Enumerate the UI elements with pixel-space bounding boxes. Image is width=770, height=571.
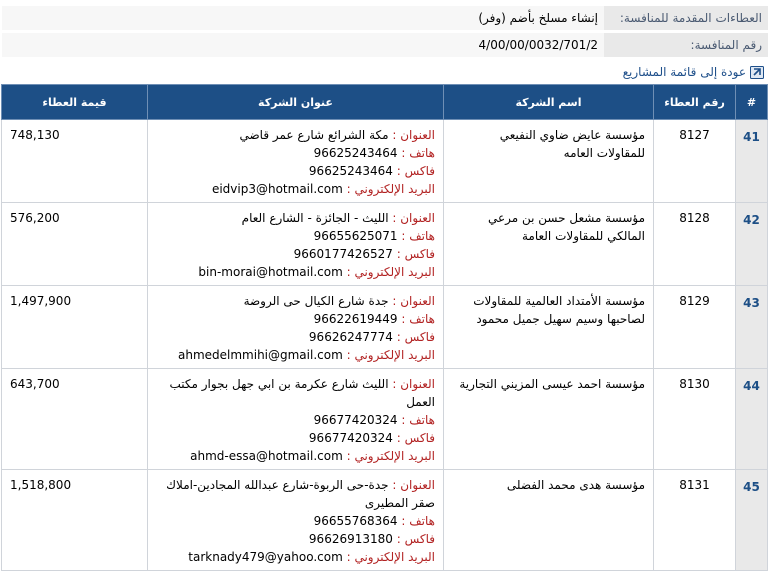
bid-number: 8130: [654, 369, 736, 470]
back-to-projects-link[interactable]: [6, 62, 764, 82]
row-index: 44: [736, 369, 768, 470]
table-row: [2, 470, 768, 571]
email-value: bin-morai@hotmail.com: [198, 265, 343, 279]
phone-value: 96622619449: [313, 312, 398, 326]
address-line: [156, 476, 435, 512]
table-row: [2, 369, 768, 470]
header-company-name: اسم الشركة: [444, 85, 654, 120]
bid-number: 8127: [654, 120, 736, 203]
fax-value: 96677420324: [308, 431, 393, 445]
fax-value: 96626913180: [308, 532, 393, 546]
company-address: [148, 369, 444, 470]
tender-title-label: العطاءات المقدمة للمنافسة:: [604, 6, 768, 30]
email-line: [156, 346, 435, 364]
fax-key: فاكس :: [396, 330, 435, 344]
fax-key: فاكس :: [396, 532, 435, 546]
company-name: مؤسسة هدى محمد الفضلى: [444, 470, 654, 571]
address-value: مكة الشرائع شارع عمر قاضي: [239, 128, 389, 142]
address-line: [156, 292, 435, 310]
phone-value: 96677420324: [313, 413, 398, 427]
bids-table: [1, 84, 768, 571]
tender-number-value: 4/00/00/0032/701/2: [2, 33, 604, 57]
company-name: مؤسسة الأمتداد العالمية للمقاولات لصاحبها وسيم سهيل جميل محمود: [444, 286, 654, 369]
company-address: [148, 286, 444, 369]
tender-number-label: رقم المنافسة:: [604, 33, 768, 57]
fax-line: [156, 429, 435, 447]
company-address: [148, 470, 444, 571]
fax-line: [156, 162, 435, 180]
email-key: البريد الإلكتروني :: [346, 265, 435, 279]
bid-value: 643,700: [2, 369, 148, 470]
company-name: مؤسسة عايض ضاوي النفيعي للمقاولات العامه: [444, 120, 654, 203]
page: [0, 3, 770, 564]
row-index: 45: [736, 470, 768, 571]
address-line: [156, 375, 435, 411]
email-line: [156, 548, 435, 566]
company-address: [148, 120, 444, 203]
fax-value: 96626247774: [308, 330, 393, 344]
bids-header-row: [2, 85, 768, 120]
phone-line: [156, 310, 435, 328]
fax-key: فاكس :: [396, 247, 435, 261]
address-value: جدة شارع الكيال حى الروضة: [243, 294, 389, 308]
fax-line: [156, 530, 435, 548]
tender-number-row: [2, 33, 768, 57]
phone-value: 96655625071: [313, 229, 398, 243]
row-index: 43: [736, 286, 768, 369]
address-line: [156, 209, 435, 227]
email-line: [156, 447, 435, 465]
address-key: العنوان :: [392, 211, 435, 225]
address-key: العنوان :: [392, 377, 435, 391]
email-value: tarknady479@yahoo.com: [188, 550, 343, 564]
email-value: eidvip3@hotmail.com: [211, 182, 343, 196]
phone-value: 96655768364: [313, 514, 398, 528]
bid-value: 576,200: [2, 203, 148, 286]
company-address: [148, 203, 444, 286]
email-key: البريد الإلكتروني :: [346, 550, 435, 564]
address-value: جدة-حى الربوة-شارع عبدالله المجادين-املاك صقر المطيرى: [166, 478, 435, 510]
tender-title-value: إنشاء مسلخ بأضم (وفر): [2, 6, 604, 30]
bid-value: 748,130: [2, 120, 148, 203]
bid-number: 8131: [654, 470, 736, 571]
row-index: 42: [736, 203, 768, 286]
phone-line: [156, 227, 435, 245]
table-row: [2, 203, 768, 286]
header-index: #: [736, 85, 768, 120]
tender-title-row: [2, 6, 768, 30]
bid-value: 1,518,800: [2, 470, 148, 571]
email-key: البريد الإلكتروني :: [346, 348, 435, 362]
email-value: ahmedelmmihi@gmail.com: [177, 348, 343, 362]
address-value: الليث شارع عكرمة بن ابي جهل بجوار مكتب العمل: [169, 377, 435, 409]
header-company-address: عنوان الشركة: [148, 85, 444, 120]
header-bid-value: قيمة العطاء: [2, 85, 148, 120]
bid-number: 8129: [654, 286, 736, 369]
phone-line: [156, 144, 435, 162]
back-link-label: عودة إلى قائمة المشاريع: [622, 65, 746, 79]
address-key: العنوان :: [392, 478, 435, 492]
fax-line: [156, 328, 435, 346]
email-key: البريد الإلكتروني :: [346, 449, 435, 463]
phone-key: هاتف :: [401, 146, 435, 160]
table-row: [2, 286, 768, 369]
company-name: مؤسسة مشعل حسن بن مرعي المالكي للمقاولات العامة: [444, 203, 654, 286]
bid-value: 1,497,900: [2, 286, 148, 369]
back-arrow-icon: [750, 66, 764, 79]
fax-value: 96625243464: [308, 164, 393, 178]
phone-line: [156, 512, 435, 530]
address-key: العنوان :: [392, 294, 435, 308]
company-name: مؤسسة احمد عيسى المزيني التجارية: [444, 369, 654, 470]
phone-value: 96625243464: [313, 146, 398, 160]
email-line: [156, 263, 435, 281]
fax-key: فاكس :: [396, 164, 435, 178]
fax-line: [156, 245, 435, 263]
phone-key: هاتف :: [401, 312, 435, 326]
phone-key: هاتف :: [401, 514, 435, 528]
address-value: الليث - الجائزة - الشارع العام: [241, 211, 389, 225]
phone-key: هاتف :: [401, 229, 435, 243]
fax-key: فاكس :: [396, 431, 435, 445]
address-line: [156, 126, 435, 144]
email-key: البريد الإلكتروني :: [346, 182, 435, 196]
address-key: العنوان :: [392, 128, 435, 142]
phone-line: [156, 411, 435, 429]
table-row: [2, 120, 768, 203]
email-line: [156, 180, 435, 198]
bid-number: 8128: [654, 203, 736, 286]
fax-value: 9660177426527: [293, 247, 393, 261]
header-bid-number: رقم العطاء: [654, 85, 736, 120]
tender-info-table: [2, 3, 768, 60]
email-value: ahmd-essa@hotmail.com: [190, 449, 343, 463]
phone-key: هاتف :: [401, 413, 435, 427]
row-index: 41: [736, 120, 768, 203]
